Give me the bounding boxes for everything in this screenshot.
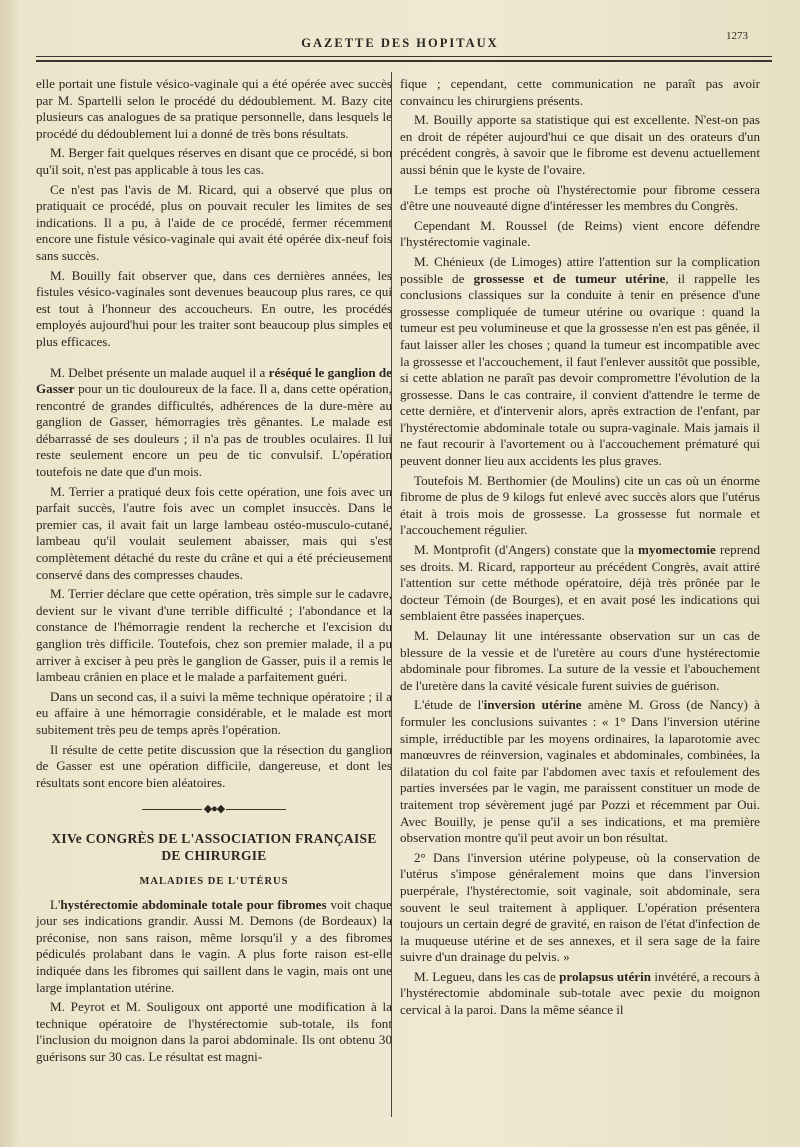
paragraph xyxy=(400,697,760,846)
text-run: M. Montprofit (d'Angers) constate que la xyxy=(414,542,639,558)
paragraph: Ce n'est pas l'avis de M. Ricard, qui a observé que plus on pratiquait ce procédé, plus on pouvait reculer les limites de ses indications. Il a pu, à l'aide de ce procédé, fermer récemment encore une fistule vésico-vaginale qui avait été opérée dix-neuf fois sans succès. xyxy=(36,181,392,263)
paragraph: M. Delaunay lit une intéressante observation sur un cas de blessure de la vessie et de l'uretère au cours d'une hystérectomie abdominale pour fibromes. La suture de la vessie et l'abouchement de l'uretère dans la cavité vésicale furent suivies de guérison. xyxy=(400,628,760,693)
section-ornament: ◆●◆ xyxy=(36,801,392,818)
text-run: voit chaque jour ses indications grandir. Aussi M. Demons (de Bordeaux) la préconise, non sans raison, même lorsqu'il y a des fibromes pédiculés prolabant dans le vagin. A plus forte raison est-elle indiquée dans les fibromes qui saillent dans le vagin, mais ont une large implantation utérine. xyxy=(36,896,392,995)
paragraph: Cependant M. Roussel (de Reims) vient encore défendre l'hystérectomie vaginale. xyxy=(400,217,760,250)
paragraph: M. Terrier a pratiqué deux fois cette opération, une fois avec un parfait succès, l'autre fois avec un complet insuccès. Dans le premier cas, il avait fait un large lambeau ostéo-musculo-cutané, lambeau qu'il voulait seulement abaisser, mais qui s'est complètement détaché du reste du crâne et qui a été précieusement conservé dans des compresses chaudes. xyxy=(36,483,392,582)
text-run: M. Delbet présente un malade auquel il a xyxy=(50,364,269,380)
paragraph: fique ; cependant, cette communication ne paraît pas avoir convaincu les chirurgiens présents. xyxy=(400,76,760,108)
paragraph: elle portait une fistule vésico-vaginale qui a été opérée avec succès par M. Spartelli selon le procédé du dédoublement. M. Bazy cite plusieurs cas analogues de sa pratique personnelle, dans lesquels le procédé du dédoublement lui a donné de très bons résultats. xyxy=(36,76,392,141)
text-run: reprend ses droits. M. Ricard, rapporteur au précédent Congrès, avait attiré l'attention sur cette méthode opératoire, déjà très prônée par le docteur Témoin (de Bourges), et en avait posé les indications qui semblaient être passées inaperçues. xyxy=(400,542,760,624)
text-run: M. Legueu, dans les cas de xyxy=(414,968,560,984)
right-column xyxy=(400,76,760,1022)
page-number: 1273 xyxy=(726,30,748,42)
paragraph: Le temps est proche où l'hystérectomie pour fibrome cessera d'être une nouveauté digne d'intéresser les membres du Congrès. xyxy=(400,181,760,214)
bold-term: inversion utérine xyxy=(483,697,582,713)
paragraph: Dans un second cas, il a suivi la même technique opératoire ; il a eu affaire à une hémorragie considérable, et le malade est mort subitement très peu de temps après l'opération. xyxy=(36,688,392,737)
paragraph xyxy=(36,365,392,481)
text-run: amène M. Gross (de Nancy) à formuler les conclusions suivantes : « 1° Dans l'inversion utérine simple, irréductible par les moyens ordinaires, la laparotomie avec manœuvres de réinversion, vaginales et abdominales, combinées, la dilatation du col faite par l'abdomen avec taxis et refoulement des parties inversées par le vagin, me paraissent constituer un mode de traitement trop sévèrement jugé par Pozzi et récemment par Oui. Avec Bouilly, je pense qu'il a ses indications, et ma première observation montre qu'il peut avoir un bon résultat. xyxy=(400,697,760,846)
paragraph: M. Bouilly fait observer que, dans ces dernières années, les fistules vésico-vaginales sont devenues beaucoup plus rares, ce qui est tout à l'honneur des accoucheurs. En outre, les procédés employés aujourd'hui pour les traiter sont beaucoup plus simples et plus efficaces. xyxy=(36,267,392,349)
bold-term: myomectomie xyxy=(638,542,716,558)
bold-term: hystérectomie abdominale totale pour fibromes xyxy=(60,896,327,912)
left-column xyxy=(36,76,392,1068)
paragraph: Toutefois M. Berthomier (de Moulins) cite un cas où un énorme fibrome de plus de 9 kilogs fut enlevé avec succès alors que l'utérus était à trois mois de grossesse. La grossesse fut normale et l'accouchement régulier. xyxy=(400,472,760,538)
paragraph: M. Berger fait quelques réserves en disant que ce procédé, si bon qu'il soit, n'est pas applicable à tous les cas. xyxy=(36,145,392,177)
header-rule-thin xyxy=(36,56,772,57)
subsection-title: MALADIES DE L'UTÉRUS xyxy=(139,875,289,887)
header-rule-thick xyxy=(36,60,772,62)
text-run: L' xyxy=(50,896,61,912)
paragraph: Il résulte de cette petite discussion que la résection du ganglion de Gasser est une opération difficile, dangereuse, et dont les résultats sont encore bien aléatoires. xyxy=(36,741,392,790)
page-header-title: GAZETTE DES HOPITAUX xyxy=(301,36,499,50)
section-title xyxy=(36,830,392,864)
paragraph xyxy=(400,969,760,1019)
paragraph: 2° Dans l'inversion utérine polypeuse, où la conservation de l'utérus s'impose généralement moins que dans l'inversion puerpérale, l'hystérectomie, soit vaginale, soit abdominale, sera souvent le seul traitement à appliquer. L'opération présentera toujours un certain degré de gravité, en raison de l'état d'infection de la muqueuse utérine et de ses annexes, et il sera sage de la faire suivre d'un drainage du pelvis. » xyxy=(400,849,760,965)
text-run: M. Chénieux (de Limoges) attire l'attention sur la complication possible de xyxy=(400,253,760,286)
text-run: L'étude de l' xyxy=(414,697,484,713)
bold-term: réséqué le ganglion de Gasser xyxy=(36,364,392,397)
text-run: invétéré, a recours à l'hystérectomie abdominale sub-totale avec pexie du moignon cervical à la paroi. Dans la même séance il xyxy=(400,968,760,1018)
paragraph xyxy=(36,897,392,997)
section-title-line: XIVe CONGRÈS DE L'ASSOCIATION FRANÇAISE xyxy=(51,830,377,846)
text-run: , il rappelle les conclusions classiques sur la conduite à tenir en présence d'une grossesse compliquée de tumeur utérine ou ovarique : quand la tumeur est peu volumineuse et que la grossesse n'en est pas gênée, il faut laisser aller les choses ; quand la tumeur est incompatible avec la grossesse et l'accouchement, il faut l'enlever aussitôt que possible, si cette ablation ne paraît pas devoir compromettre l'évolution de la grossesse. Dans le cas contraire, il convient d'attendre le terme de cette dernière, et d'intervenir alors, après extraction de l'enfant, par l'hystérectomie abdominale totale ou supra-vaginale. Mais jamais il ne faut recourir à l'avortement ou à l'accouchement prématuré qui peuvent donner lieu aux accidents les plus graves. xyxy=(400,270,761,469)
paragraph xyxy=(400,254,760,470)
text-run: pour un tic douloureux de la face. Il a, dans cette opération, rencontré de grandes difficultés, adhérences de la dure-mère au ganglion de Gasser, hémorragies très gênantes. Le malade est débarrassé de ses douleurs ; il n'a pas de troubles oculaires. Il lui reste seulement encore un peu de tic convulsif. L'opération toutefois ne date que d'un mois. xyxy=(36,381,392,480)
bold-term: prolapsus utérin xyxy=(559,968,652,984)
paragraph: M. Peyrot et M. Souligoux ont apporté une modification à la technique opératoire de l'hystérectomie sub-totale, ils font l'inclusion du moignon dans la paroi abdominale. Ils ont obtenu 30 guérisons sur 30 cas. Le résultat est magni- xyxy=(36,999,392,1064)
paragraph: M. Terrier déclare que cette opération, très simple sur le cadavre, devient sur le vivant d'une terrible difficulté ; l'abondance et la constance de l'hémorragie rendent la recherche et l'excision du ganglion très difficile. Toutefois, chez son premier malade, il a pu arriver à exciser à peu près le ganglion de Gasser, puis il a remis le lambeau crânien en place et le malade a parfaitement guéri. xyxy=(36,586,392,685)
paragraph: M. Bouilly apporte sa statistique qui est excellente. N'est-on pas en droit de répéter aujourd'hui ce que disait un des orateurs d'un précédent congrès, à savoir que le fibrome est devenu actuellement aussi bénin que le kyste de l'ovaire. xyxy=(400,112,760,177)
section-title-line: DE CHIRURGIE xyxy=(161,847,267,863)
paragraph xyxy=(400,542,760,625)
bold-term: grossesse et de tumeur utérine xyxy=(473,270,666,286)
